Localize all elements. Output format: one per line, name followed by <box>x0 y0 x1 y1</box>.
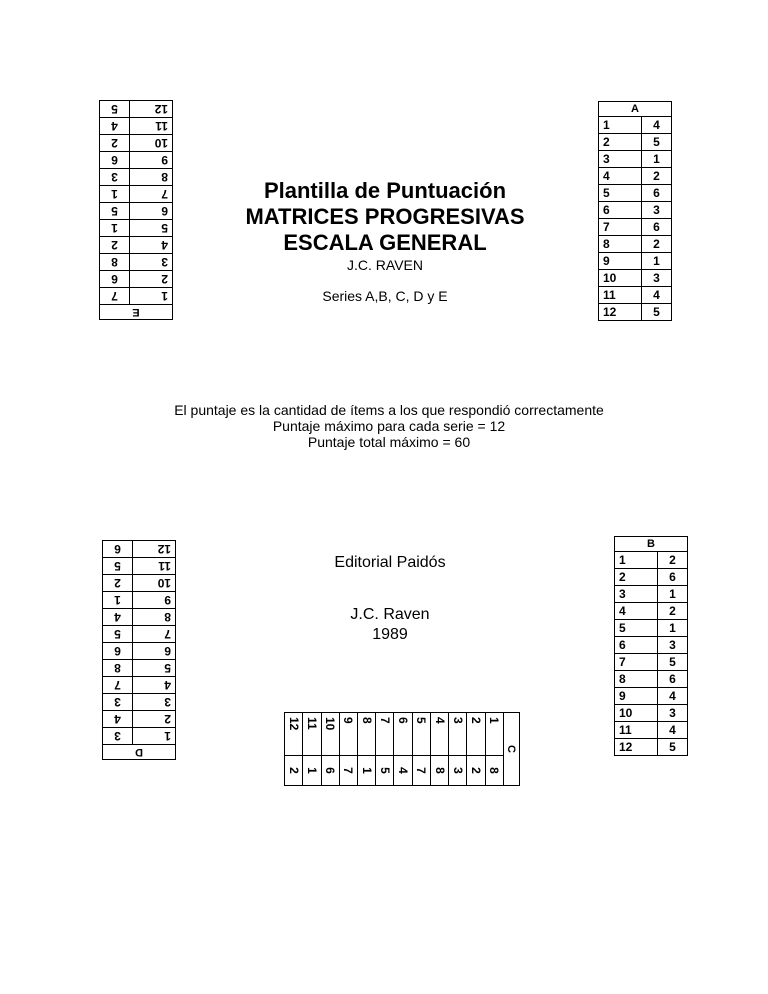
correct-answer: 5 <box>103 558 133 575</box>
table-row <box>103 541 176 558</box>
correct-answer: 6 <box>103 643 133 660</box>
table-row <box>103 626 176 643</box>
answer-table-d <box>102 540 176 760</box>
item-number: 1 <box>133 728 176 745</box>
series-label: A <box>599 102 672 117</box>
correct-answer: 5 <box>376 755 394 785</box>
correct-answer: 6 <box>103 541 133 558</box>
correct-answer: 3 <box>103 694 133 711</box>
publisher-year: 1989 <box>372 626 408 643</box>
correct-answer: 5 <box>657 654 687 671</box>
table-row <box>100 220 173 237</box>
correct-answer: 8 <box>485 755 503 785</box>
item-number: 11 <box>599 287 642 304</box>
answer-table-c-wrapper <box>284 712 520 786</box>
item-number: 8 <box>133 609 176 626</box>
instructions-line-1: El puntaje es la cantidad de ítems a los que respondió correctamente <box>174 402 604 418</box>
instructions-line-2: Puntaje máximo para cada serie = 12 <box>272 418 506 434</box>
table-row <box>394 713 412 786</box>
correct-answer: 7 <box>339 755 357 785</box>
item-number: 9 <box>130 152 173 169</box>
correct-answer: 2 <box>467 755 485 785</box>
table-row <box>615 739 688 756</box>
answer-table-e <box>99 100 173 320</box>
table-header-row <box>103 745 176 760</box>
table-row <box>615 620 688 637</box>
item-number: 7 <box>615 654 658 671</box>
correct-answer: 1 <box>303 755 321 785</box>
table-row <box>103 711 176 728</box>
item-number: 4 <box>130 237 173 254</box>
item-number: 12 <box>133 541 176 558</box>
item-number: 2 <box>133 711 176 728</box>
correct-answer: 8 <box>430 755 448 785</box>
item-number: 8 <box>130 169 173 186</box>
table-row <box>103 643 176 660</box>
item-number: 4 <box>133 677 176 694</box>
correct-answer: 2 <box>103 575 133 592</box>
series-label: C <box>503 713 519 786</box>
table-row <box>467 713 485 786</box>
item-number: 10 <box>599 270 642 287</box>
correct-answer: 2 <box>285 755 303 785</box>
table-row <box>599 270 672 287</box>
table-header-row <box>100 305 173 320</box>
item-number: 3 <box>130 254 173 271</box>
correct-answer: 2 <box>641 168 671 185</box>
series-label: D <box>103 745 176 760</box>
item-number: 11 <box>133 558 176 575</box>
item-number: 6 <box>394 713 412 756</box>
table-row <box>615 705 688 722</box>
correct-answer: 2 <box>657 603 687 620</box>
table-row <box>100 169 173 186</box>
table-row <box>615 654 688 671</box>
table-row <box>100 135 173 152</box>
item-number: 10 <box>321 713 339 756</box>
item-number: 6 <box>615 637 658 654</box>
correct-answer: 7 <box>103 677 133 694</box>
table-row <box>103 575 176 592</box>
table-header-row <box>503 713 519 786</box>
table-row <box>615 688 688 705</box>
table-row <box>103 592 176 609</box>
table-row <box>615 586 688 603</box>
table-row <box>599 151 672 168</box>
table-row <box>615 671 688 688</box>
table-row <box>103 728 176 745</box>
table-row <box>100 152 173 169</box>
item-number: 7 <box>133 626 176 643</box>
correct-answer: 3 <box>100 169 130 186</box>
correct-answer: 6 <box>321 755 339 785</box>
correct-answer: 8 <box>103 660 133 677</box>
correct-answer: 3 <box>657 705 687 722</box>
correct-answer: 1 <box>358 755 376 785</box>
item-number: 1 <box>599 117 642 134</box>
table-row <box>599 134 672 151</box>
table-row <box>599 253 672 270</box>
item-number: 5 <box>133 660 176 677</box>
correct-answer: 5 <box>641 134 671 151</box>
item-number: 10 <box>130 135 173 152</box>
instructions-line-3: Puntaje total máximo = 60 <box>307 434 471 450</box>
table-row <box>430 713 448 786</box>
correct-answer: 1 <box>100 186 130 203</box>
correct-answer: 4 <box>100 118 130 135</box>
correct-answer: 6 <box>100 152 130 169</box>
table-row <box>449 713 467 786</box>
item-number: 1 <box>485 713 503 756</box>
correct-answer: 3 <box>657 637 687 654</box>
table-row <box>100 237 173 254</box>
item-number: 4 <box>599 168 642 185</box>
item-number: 11 <box>303 713 321 756</box>
table-row <box>599 202 672 219</box>
item-number: 12 <box>130 101 173 118</box>
answer-table-b <box>614 536 688 756</box>
item-number: 5 <box>130 220 173 237</box>
item-number: 4 <box>430 713 448 756</box>
title-author: J.C. RAVEN <box>347 257 423 273</box>
table-row <box>100 254 173 271</box>
title-line-1: Plantilla de Puntuación <box>263 178 507 203</box>
title-line-2: MATRICES PROGRESIVAS <box>245 204 525 229</box>
item-number: 6 <box>130 203 173 220</box>
table-row <box>615 722 688 739</box>
table-header-row <box>615 537 688 552</box>
title-series: Series A,B, C, D y E <box>322 288 448 304</box>
table-row <box>100 186 173 203</box>
item-number: 8 <box>358 713 376 756</box>
item-number: 10 <box>615 705 658 722</box>
correct-answer: 1 <box>657 620 687 637</box>
table-row <box>599 117 672 134</box>
correct-answer: 6 <box>657 569 687 586</box>
table-row <box>100 288 173 305</box>
answer-table-a <box>598 101 672 321</box>
correct-answer: 4 <box>641 287 671 304</box>
table-row <box>599 287 672 304</box>
table-row <box>321 713 339 786</box>
table-row <box>599 168 672 185</box>
item-number: 9 <box>599 253 642 270</box>
correct-answer: 7 <box>100 288 130 305</box>
correct-answer: 6 <box>100 271 130 288</box>
item-number: 11 <box>130 118 173 135</box>
item-number: 7 <box>376 713 394 756</box>
item-number: 9 <box>615 688 658 705</box>
correct-answer: 2 <box>100 135 130 152</box>
item-number: 12 <box>285 713 303 756</box>
table-row <box>100 118 173 135</box>
item-number: 2 <box>599 134 642 151</box>
item-number: 4 <box>615 603 658 620</box>
table-row <box>599 219 672 236</box>
table-row <box>615 603 688 620</box>
correct-answer: 5 <box>657 739 687 756</box>
correct-answer: 2 <box>657 552 687 569</box>
correct-answer: 1 <box>100 220 130 237</box>
publisher-name: Editorial Paidós <box>334 554 446 571</box>
table-row <box>103 677 176 694</box>
item-number: 5 <box>599 185 642 202</box>
instructions <box>100 402 678 450</box>
correct-answer: 4 <box>641 117 671 134</box>
table-row <box>339 713 357 786</box>
item-number: 1 <box>615 552 658 569</box>
correct-answer: 6 <box>641 185 671 202</box>
correct-answer: 4 <box>103 609 133 626</box>
item-number: 2 <box>130 271 173 288</box>
correct-answer: 6 <box>657 671 687 688</box>
table-row <box>485 713 503 786</box>
item-number: 3 <box>133 694 176 711</box>
table-row <box>615 637 688 654</box>
correct-answer: 5 <box>100 203 130 220</box>
item-number: 12 <box>615 739 658 756</box>
table-row <box>103 660 176 677</box>
correct-answer: 5 <box>641 304 671 321</box>
item-number: 8 <box>599 236 642 253</box>
table-row <box>103 609 176 626</box>
correct-answer: 2 <box>641 236 671 253</box>
series-label: B <box>615 537 688 552</box>
table-row <box>599 236 672 253</box>
correct-answer: 4 <box>394 755 412 785</box>
table-row <box>599 185 672 202</box>
table-row <box>615 552 688 569</box>
publisher-author: J.C. Raven <box>350 606 430 623</box>
item-number: 3 <box>449 713 467 756</box>
item-number: 2 <box>467 713 485 756</box>
item-number: 10 <box>133 575 176 592</box>
table-row <box>358 713 376 786</box>
correct-answer: 7 <box>412 755 430 785</box>
correct-answer: 4 <box>103 711 133 728</box>
correct-answer: 3 <box>449 755 467 785</box>
table-row <box>303 713 321 786</box>
correct-answer: 8 <box>100 254 130 271</box>
table-row <box>285 713 303 786</box>
correct-answer: 3 <box>641 270 671 287</box>
item-number: 7 <box>599 219 642 236</box>
title-line-3: ESCALA GENERAL <box>283 230 487 255</box>
correct-answer: 1 <box>657 586 687 603</box>
table-row <box>103 558 176 575</box>
item-number: 9 <box>339 713 357 756</box>
correct-answer: 1 <box>641 151 671 168</box>
item-number: 2 <box>615 569 658 586</box>
table-row <box>100 203 173 220</box>
item-number: 5 <box>615 620 658 637</box>
table-row <box>615 569 688 586</box>
item-number: 3 <box>615 586 658 603</box>
table-row <box>100 101 173 118</box>
item-number: 7 <box>130 186 173 203</box>
correct-answer: 4 <box>657 688 687 705</box>
item-number: 1 <box>130 288 173 305</box>
correct-answer: 4 <box>657 722 687 739</box>
item-number: 9 <box>133 592 176 609</box>
item-number: 12 <box>599 304 642 321</box>
item-number: 5 <box>412 713 430 756</box>
table-header-row <box>599 102 672 117</box>
item-number: 3 <box>599 151 642 168</box>
correct-answer: 5 <box>100 101 130 118</box>
correct-answer: 6 <box>641 219 671 236</box>
correct-answer: 3 <box>103 728 133 745</box>
table-row <box>103 694 176 711</box>
table-row <box>100 271 173 288</box>
table-row <box>599 304 672 321</box>
correct-answer: 2 <box>100 237 130 254</box>
publisher-block <box>290 553 490 645</box>
item-number: 8 <box>615 671 658 688</box>
table-row <box>376 713 394 786</box>
correct-answer: 1 <box>641 253 671 270</box>
correct-answer: 5 <box>103 626 133 643</box>
item-number: 6 <box>133 643 176 660</box>
series-label: E <box>100 305 173 320</box>
item-number: 6 <box>599 202 642 219</box>
title-block <box>215 178 555 304</box>
correct-answer: 3 <box>641 202 671 219</box>
table-row <box>412 713 430 786</box>
item-number: 11 <box>615 722 658 739</box>
correct-answer: 1 <box>103 592 133 609</box>
answer-table-c <box>284 712 520 786</box>
